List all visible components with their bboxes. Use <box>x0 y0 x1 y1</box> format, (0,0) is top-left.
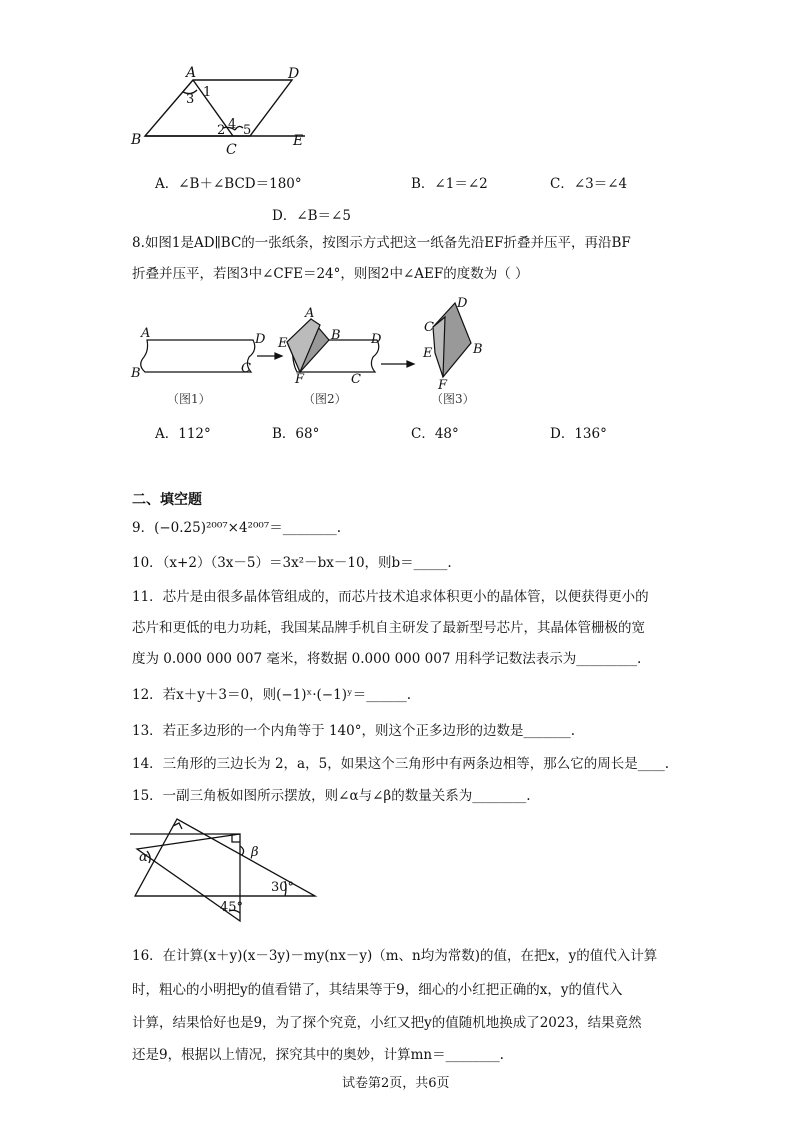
q8-figures <box>125 295 525 410</box>
q15-text: 15．一副三角板如图所示摆放，则∠α与∠β的数量关系为________. <box>132 788 531 804</box>
label-E: E <box>293 133 304 149</box>
q16-line3: 计算，结果恰好也是9，为了探个究竟，小红又把y的值随机地换成了2023，结果竟然 <box>132 1015 642 1031</box>
fig2-label-C: C <box>351 372 361 387</box>
q16-line4: 还是9，根据以上情况，探究其中的奥妙，计算mn＝________. <box>132 1047 504 1063</box>
q8-line1: 8.如图1是AD∥BC的一张纸条，按图示方式把这一纸备先沿EF折叠并压平，再沿BF <box>132 235 631 251</box>
q8-option-d[interactable]: D．136° <box>550 426 607 442</box>
angle-30: 30° <box>271 880 295 895</box>
angle-beta: β <box>251 845 259 860</box>
label-5: 5 <box>243 123 252 138</box>
label-1: 1 <box>203 85 212 100</box>
q13: 13．若正多边形的一个内角等于 140°，则这个正多边形的边数是_______. <box>132 723 576 739</box>
q7-option-c[interactable]: C．∠3＝∠4 <box>550 176 628 192</box>
fig1-label-C: C <box>241 361 251 376</box>
page-footer: 试卷第2页，共6页 <box>342 1076 450 1091</box>
fig3-label-B: B <box>473 342 483 357</box>
q8-option-b[interactable]: B．68° <box>272 426 320 442</box>
q8-line2: 折叠并压平，若图3中∠CFE＝24°，则图2中∠AEF的度数为（ ） <box>132 266 529 282</box>
fig3-label-D: D <box>457 296 468 311</box>
fig3-label-F: F <box>438 378 448 393</box>
q14: 14．三角形的三边长为 2，a，5，如果这个三角形中有两条边相等，那么它的周长是____. <box>132 756 669 772</box>
fig2-label-A: A <box>305 306 315 321</box>
q7-option-d[interactable]: D．∠B＝∠5 <box>272 208 351 224</box>
fig3-caption: （图3） <box>431 392 475 406</box>
q7-option-a[interactable]: A．∠B＋∠BCD＝180° <box>155 176 302 192</box>
q7-parallelogram-figure <box>125 62 325 162</box>
fig3-label-E: E <box>423 346 433 361</box>
label-2: 2 <box>217 123 226 138</box>
q7-option-b[interactable]: B．∠1＝∠2 <box>411 176 488 192</box>
fig2-label-F: F <box>295 372 305 387</box>
fig1-label-A: A <box>141 326 151 341</box>
label-4: 4 <box>228 117 237 132</box>
q8-option-a[interactable]: A．112° <box>155 426 211 442</box>
angle-alpha: α <box>139 850 148 865</box>
q12: 12．若x＋y＋3＝0，则(−1)ˣ·(−1)ʸ＝______. <box>132 687 411 703</box>
q10: 10．（x+2）（3x－5）＝3x²－bx－10，则b＝_____. <box>132 555 452 571</box>
fig1-caption: （图1） <box>167 392 211 406</box>
label-A: A <box>186 65 197 81</box>
fig3-label-C: C <box>424 320 434 335</box>
label-D: D <box>288 66 300 82</box>
section-title-fill-in: 二、填空题 <box>132 492 202 508</box>
q16-line2: 时，粗心的小明把y的值看错了，其结果等于9，细心的小红把正确的x，y的值代入 <box>132 982 623 998</box>
q8-option-c[interactable]: C．48° <box>411 426 459 442</box>
q11-line3: 度为 0.000 000 007 毫米，将数据 0.000 000 007 用科学记数法表示为_________. <box>132 651 642 667</box>
fig2-label-E: E <box>278 336 288 351</box>
label-3: 3 <box>186 92 195 107</box>
fig2-label-B: B <box>331 328 341 343</box>
label-B: B <box>131 132 142 148</box>
q15-triangles-figure <box>125 813 325 923</box>
fig2-label-D: D <box>371 332 382 347</box>
q11-line1: 11．芯片是由很多晶体管组成的，而芯片技术追求体积更小的晶体管，以便获得更小的 <box>132 589 649 605</box>
label-C: C <box>226 142 237 158</box>
fig1-label-D: D <box>255 332 266 347</box>
q9: 9．(−0.25)²⁰⁰⁷×4²⁰⁰⁷＝________. <box>132 520 341 536</box>
q11-line2: 芯片和更低的电力功耗，我国某品牌手机自主研发了最新型号芯片，其晶体管栅极的宽 <box>132 620 645 636</box>
q16-line1: 16．在计算(x＋y)(x－3y)－my(nx－y)（m、n均为常数)的值，在把x，y的值代入计算 <box>132 948 658 964</box>
angle-45: 45° <box>220 900 244 915</box>
fig2-caption: （图2） <box>303 392 347 406</box>
fig1-label-B: B <box>131 366 141 381</box>
